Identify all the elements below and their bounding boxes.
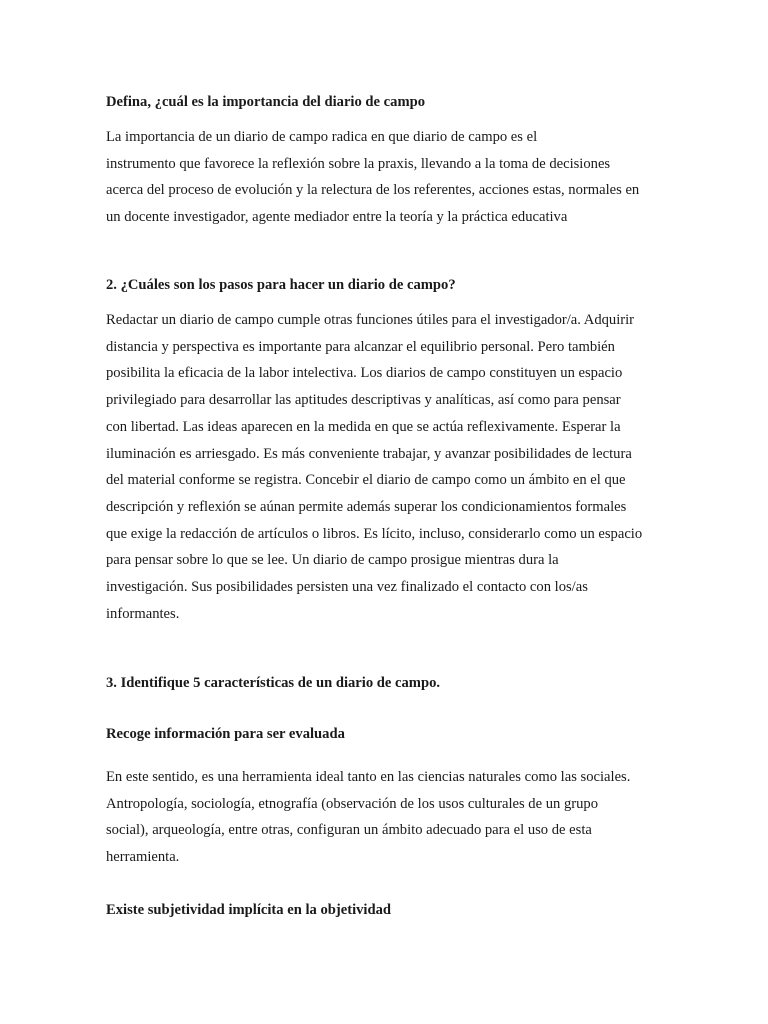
text-line: Antropología, sociología, etnografía (observación de los usos culturales de un grupo	[106, 795, 599, 812]
text-line: En este sentido, es una herramienta ideal tanto en las ciencias naturales como las sociales.	[106, 769, 631, 785]
text-line: posibilita la eficacia de la labor intelectiva. Los diarios de campo constituyen un espacio	[106, 365, 623, 382]
text-line: para pensar sobre lo que se lee. Un diario de campo prosigue mientras dura la	[106, 552, 559, 569]
text-line: herramienta.	[106, 849, 180, 866]
text-line: con libertad. Las ideas aparecen en la medida en que se actúa reflexivamente. Esperar la	[106, 418, 621, 435]
text-line: investigación. Sus posibilidades persisten una vez finalizado el contacto con los/as	[106, 579, 588, 596]
subheading-subjectivity: Existe subjetividad implícita en la objetividad	[106, 902, 392, 918]
text-line: del material conforme se registra. Concebir el diario de campo como un ámbito en el que	[106, 472, 626, 489]
section-heading-importance: Defina, ¿cuál es la importancia del diario de campo	[106, 94, 426, 110]
paragraph-importance	[106, 124, 666, 231]
text-line: un docente investigador, agente mediador entre la teoría y la práctica educativa	[106, 209, 568, 226]
text-line: instrumento que favorece la reflexión sobre la praxis, llevando a la toma de decisiones	[106, 155, 611, 172]
text-line: social), arqueología, entre otras, configuran un ámbito adecuado para el uso de esta	[106, 822, 592, 839]
text-line: Redactar un diario de campo cumple otras funciones útiles para el investigador/a. Adquirir	[106, 312, 635, 328]
text-line: descripción y reflexión se aúnan permite además superar los condicionamientos formales	[106, 498, 627, 515]
paragraph-collects-information	[106, 764, 666, 871]
text-line: que exige la redacción de artículos o libros. Es lícito, incluso, considerarlo como un espacio	[106, 525, 643, 542]
text-line: distancia y perspectiva es importante para alcanzar el equilibrio personal. Pero también	[106, 338, 615, 355]
text-line: privilegiado para desarrollar las aptitudes descriptivas y analíticas, así como para pensar	[106, 392, 621, 409]
subheading-collects-information: Recoge información para ser evaluada	[106, 726, 345, 742]
text-line: La importancia de un diario de campo radica en que diario de campo es el	[106, 129, 538, 145]
paragraph-steps	[106, 307, 666, 627]
section-heading-steps: 2. ¿Cuáles son los pasos para hacer un diario de campo?	[106, 277, 456, 293]
text-line: iluminación es arriesgado. Es más conveniente trabajar, y avanzar posibilidades de lectura	[106, 445, 632, 462]
section-heading-characteristics: 3. Identifique 5 características de un diario de campo.	[106, 675, 441, 691]
text-line: acerca del proceso de evolución y la relectura de los referentes, acciones estas, normales en	[106, 182, 640, 199]
text-line: informantes.	[106, 605, 180, 622]
